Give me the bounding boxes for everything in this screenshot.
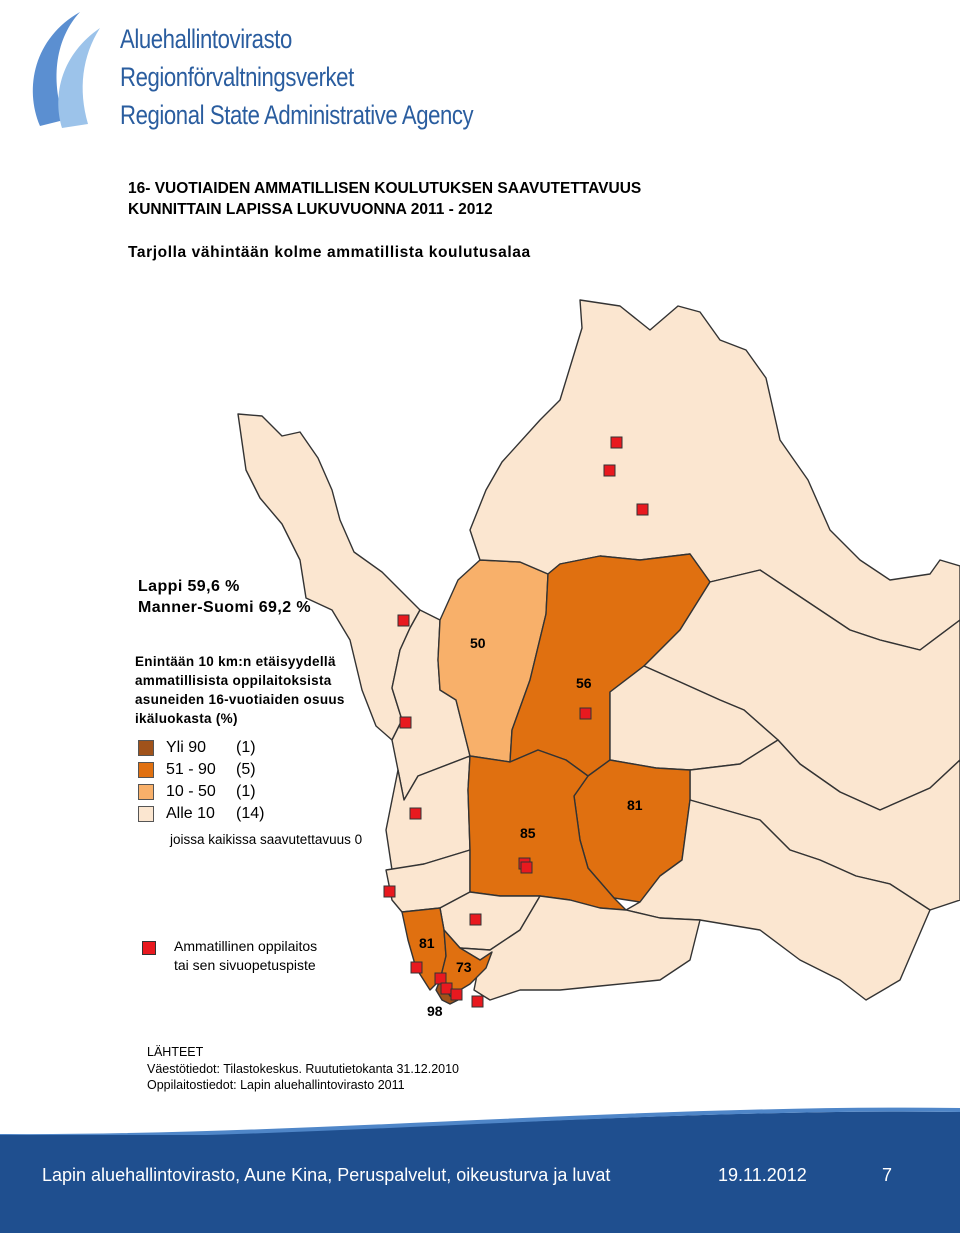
- value-label-kemi: 98: [427, 1003, 443, 1019]
- school-marker: [611, 437, 622, 448]
- sources-line-2: Oppilaitostiedot: Lapin aluehallintovirasto 2011: [147, 1078, 405, 1092]
- legend-class-alle-10: [138, 804, 264, 824]
- school-marker: [411, 962, 422, 973]
- legend-class-51-90: [138, 760, 256, 780]
- footer-bar: [0, 1135, 960, 1233]
- legend-label: 10 - 50: [166, 783, 216, 800]
- value-label-sodankyla: 50: [470, 635, 486, 651]
- school-marker: [400, 717, 411, 728]
- marker-legend-line-1: Ammatillinen oppilaitos: [174, 938, 318, 954]
- footer-date: 19.11.2012: [718, 1165, 807, 1185]
- school-marker: [451, 989, 462, 1000]
- legend-count: (14): [236, 805, 265, 822]
- legend-class-yli-90: [138, 738, 256, 758]
- footer-wave: [0, 1100, 960, 1140]
- legend-label: Yli 90: [166, 739, 207, 756]
- school-marker: [604, 465, 615, 476]
- school-marker: [472, 996, 483, 1007]
- school-marker: [435, 973, 446, 984]
- sources: [147, 1044, 459, 1094]
- logo-line-2: Regionförvaltningsverket: [120, 62, 354, 92]
- title-line-1: 16- VUOTIAIDEN AMMATILLISEN KOULUTUKSEN SAAVUTETTAVUUS: [128, 180, 642, 197]
- sources-line-1: Väestötiedot: Tilastokeskus. Ruututietokanta 31.12.2010: [147, 1061, 460, 1076]
- legend-description: [135, 652, 345, 728]
- sources-heading: LÄHTEET: [147, 1045, 204, 1059]
- stat-lappi: Lappi 59,6 %: [138, 578, 240, 595]
- school-marker: [470, 914, 481, 925]
- legend-swatch: [138, 806, 154, 822]
- value-label-pelkosenniemi: 81: [627, 797, 643, 813]
- school-marker: [521, 862, 532, 873]
- map-subtitle: Tarjolla vähintään kolme ammatillista koulutusalaa: [128, 244, 531, 261]
- school-marker: [441, 983, 452, 994]
- legend-count: (1): [236, 739, 256, 756]
- legend-swatch: [138, 784, 154, 800]
- marker-legend-line-2: tai sen sivuopetuspiste: [174, 957, 316, 973]
- value-label-savukoski: 56: [576, 675, 592, 691]
- legend-desc-line: asuneiden 16-vuotiaiden osuus: [135, 692, 345, 707]
- legend-desc-line: ammatillisista oppilaitoksista: [135, 673, 332, 688]
- value-label-keminmaa: 73: [456, 959, 472, 975]
- legend-count: (1): [236, 783, 256, 800]
- school-marker: [410, 808, 421, 819]
- value-label-tornio: 81: [419, 935, 435, 951]
- footer-page-number: 7: [882, 1165, 893, 1185]
- stat-manner-suomi: Manner-Suomi 69,2 %: [138, 599, 311, 616]
- legend-class-10-50: [138, 782, 256, 802]
- footer-author: Lapin aluehallintovirasto, Aune Kina, Peruspalvelut, oikeusturva ja luvat: [42, 1165, 611, 1185]
- school-marker-legend-icon: [142, 941, 156, 955]
- legend-note: joissa kaikissa saavutettavuus 0: [170, 832, 363, 847]
- legend-desc-line: Enintään 10 km:n etäisyydellä: [135, 654, 336, 669]
- legend-desc-line: ikäluokasta (%): [135, 711, 238, 726]
- school-marker: [580, 708, 591, 719]
- school-marker-legend-text: [174, 937, 317, 975]
- logo-line-1: Aluehallintovirasto: [120, 24, 292, 54]
- school-marker: [398, 615, 409, 626]
- title-line-2: KUNNITTAIN LAPISSA LUKUVUONNA 2011 - 2012: [128, 201, 493, 218]
- municipality-kolari: [386, 756, 470, 870]
- legend-count: (5): [236, 761, 256, 778]
- school-marker: [384, 886, 395, 897]
- value-label-rovaniemi: 85: [520, 825, 536, 841]
- legend-swatch: [138, 740, 154, 756]
- logo-line-3: Regional State Administrative Agency: [120, 100, 474, 130]
- legend-label: 51 - 90: [166, 761, 216, 778]
- legend-label: Alle 10: [166, 805, 215, 822]
- legend-swatch: [138, 762, 154, 778]
- school-marker: [637, 504, 648, 515]
